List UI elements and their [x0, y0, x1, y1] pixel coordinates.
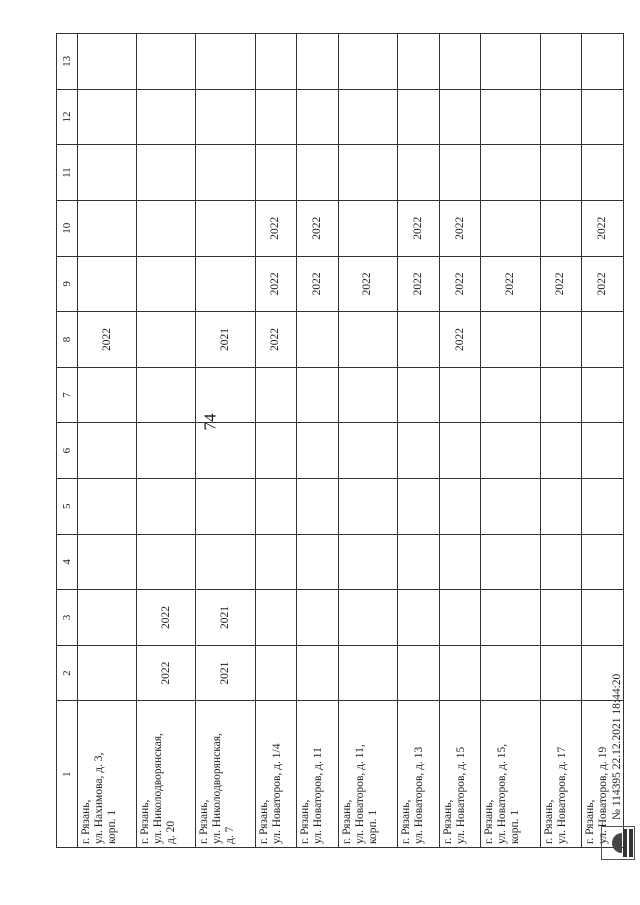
year-cell — [196, 34, 255, 90]
year-cell — [481, 200, 540, 256]
year-cell — [338, 478, 397, 534]
year-cell: 2021 — [196, 312, 255, 368]
table-row — [481, 34, 540, 848]
year-cell — [255, 145, 297, 201]
year-cell — [481, 367, 540, 423]
address-line: ул. Нахимова, д. 3, — [93, 752, 105, 844]
year-cell: 2022 — [255, 312, 297, 368]
year-cell — [582, 89, 624, 145]
footer — [597, 530, 637, 860]
year-cell — [78, 256, 137, 312]
year-cell — [398, 590, 440, 646]
year-cell — [196, 423, 255, 479]
year-cell: 2022 — [297, 200, 339, 256]
column-header: 11 — [57, 145, 78, 201]
year-cell — [439, 89, 481, 145]
year-cell — [196, 145, 255, 201]
year-cell — [78, 89, 137, 145]
year-cell — [255, 478, 297, 534]
column-header: 4 — [57, 534, 78, 590]
year-cell — [540, 645, 582, 701]
year-cell — [540, 312, 582, 368]
year-cell — [398, 89, 440, 145]
year-cell — [338, 200, 397, 256]
year-cell — [439, 423, 481, 479]
year-cell — [338, 367, 397, 423]
address-line: г. Рязань, — [584, 799, 597, 844]
year-cell — [398, 534, 440, 590]
year-cell — [196, 89, 255, 145]
year-cell — [78, 645, 137, 701]
column-header: 8 — [57, 312, 78, 368]
schedule-table — [56, 33, 624, 848]
year-cell: 2022 — [398, 256, 440, 312]
year-cell — [297, 478, 339, 534]
column-header: 1 — [57, 701, 78, 848]
year-cell: 2022 — [338, 256, 397, 312]
year-cell — [255, 534, 297, 590]
year-cell — [540, 590, 582, 646]
year-cell: 2022 — [297, 256, 339, 312]
address-line: ул. Новаторов, д. 19 — [597, 746, 610, 844]
table-row — [338, 34, 397, 848]
column-header: 7 — [57, 367, 78, 423]
year-cell — [78, 478, 137, 534]
year-cell: 2022 — [78, 312, 137, 368]
column-header: 10 — [57, 200, 78, 256]
year-cell — [582, 34, 624, 90]
address-line: ул. Николодворянская, — [152, 733, 165, 844]
year-cell — [196, 367, 255, 423]
year-cell: 2022 — [439, 256, 481, 312]
year-cell — [78, 423, 137, 479]
year-cell — [398, 645, 440, 701]
table-row — [255, 34, 297, 848]
address-cell — [540, 701, 582, 848]
address-line: г. Рязань, — [441, 799, 454, 844]
table-row — [137, 34, 196, 848]
address-line: ул. Новаторов, д. 15 — [454, 746, 467, 844]
year-cell — [540, 200, 582, 256]
address-line: корп. 1 — [366, 809, 379, 844]
year-cell — [137, 200, 196, 256]
year-cell — [338, 145, 397, 201]
year-cell — [398, 145, 440, 201]
address-line: ул. Николодворянская, — [211, 733, 224, 844]
year-cell — [196, 200, 255, 256]
year-cell — [439, 367, 481, 423]
address-line: корп. 1 — [106, 809, 118, 844]
year-cell: 2022 — [255, 200, 297, 256]
year-cell — [582, 423, 624, 479]
address-line: г. Рязань, — [400, 799, 413, 844]
year-cell — [338, 312, 397, 368]
year-cell — [481, 534, 540, 590]
year-cell — [78, 145, 137, 201]
table-row — [398, 34, 440, 848]
table-header — [57, 34, 78, 848]
year-cell — [255, 89, 297, 145]
address-cell — [255, 701, 297, 848]
address-line: г. Рязань, — [198, 799, 211, 844]
address-line: ул. Новаторов, д. 15, — [496, 743, 509, 844]
year-cell — [338, 645, 397, 701]
address-line: г. Рязань, — [80, 799, 92, 844]
year-cell — [196, 256, 255, 312]
year-cell — [78, 367, 137, 423]
year-cell — [398, 312, 440, 368]
table-row — [540, 34, 582, 848]
address-line: корп. 1 — [509, 809, 522, 844]
column-header: 5 — [57, 478, 78, 534]
year-cell: 2022 — [137, 645, 196, 701]
address-line: г. Рязань, — [483, 799, 496, 844]
year-cell — [540, 89, 582, 145]
year-cell — [439, 645, 481, 701]
address-line: д. 7 — [224, 826, 237, 844]
year-cell — [582, 312, 624, 368]
year-cell — [137, 256, 196, 312]
year-cell — [582, 367, 624, 423]
address-cell — [398, 701, 440, 848]
column-header: 2 — [57, 645, 78, 701]
table-row — [196, 34, 255, 848]
year-cell — [78, 590, 137, 646]
year-cell — [297, 590, 339, 646]
address-cell — [439, 701, 481, 848]
year-cell — [540, 534, 582, 590]
year-cell — [255, 645, 297, 701]
address-line: ул. Новаторов, д. 11, — [353, 744, 366, 844]
address-line: г. Рязань, — [340, 799, 353, 844]
address-cell — [338, 701, 397, 848]
address-cell — [481, 701, 540, 848]
address-cell — [297, 701, 339, 848]
year-cell: 2022 — [582, 256, 624, 312]
year-cell — [439, 478, 481, 534]
year-cell — [540, 423, 582, 479]
year-cell — [439, 34, 481, 90]
year-cell — [398, 34, 440, 90]
year-cell — [297, 423, 339, 479]
year-cell — [297, 89, 339, 145]
table-body — [78, 34, 624, 848]
year-cell — [582, 145, 624, 201]
year-cell — [540, 34, 582, 90]
page-number: 74 — [200, 413, 220, 431]
address-cell — [196, 701, 255, 848]
year-cell — [297, 367, 339, 423]
address-line: ул. Новаторов, д. 13 — [413, 746, 426, 844]
year-cell — [398, 478, 440, 534]
column-header: 13 — [57, 34, 78, 90]
year-cell — [297, 534, 339, 590]
address-cell — [137, 701, 196, 848]
year-cell — [196, 534, 255, 590]
column-header: 12 — [57, 89, 78, 145]
address-cell — [78, 701, 137, 848]
year-cell: 2021 — [196, 590, 255, 646]
year-cell — [255, 34, 297, 90]
year-cell — [338, 534, 397, 590]
year-cell — [78, 200, 137, 256]
year-cell — [338, 34, 397, 90]
year-cell — [540, 367, 582, 423]
year-cell — [439, 145, 481, 201]
column-header: 6 — [57, 423, 78, 479]
year-cell — [481, 34, 540, 90]
year-cell — [481, 645, 540, 701]
year-cell — [255, 367, 297, 423]
year-cell: 2022 — [398, 200, 440, 256]
year-cell: 2022 — [137, 590, 196, 646]
address-line: г. Рязань, — [257, 799, 270, 844]
table-row — [439, 34, 481, 848]
year-cell — [481, 89, 540, 145]
address-line: г. Рязань, — [542, 799, 555, 844]
column-header: 3 — [57, 590, 78, 646]
year-cell: 2022 — [540, 256, 582, 312]
year-cell — [338, 590, 397, 646]
year-cell — [338, 423, 397, 479]
year-cell — [255, 590, 297, 646]
address-line: д. 20 — [165, 820, 178, 844]
year-cell: 2021 — [196, 645, 255, 701]
year-cell — [137, 312, 196, 368]
year-cell — [137, 34, 196, 90]
year-cell — [78, 534, 137, 590]
column-header: 9 — [57, 256, 78, 312]
year-cell — [398, 423, 440, 479]
address-line: ул. Новаторов, д. 1/4 — [270, 743, 283, 844]
year-cell — [481, 478, 540, 534]
year-cell — [137, 423, 196, 479]
year-cell — [582, 478, 624, 534]
table-row — [297, 34, 339, 848]
year-cell — [481, 145, 540, 201]
year-cell: 2022 — [255, 256, 297, 312]
year-cell — [297, 34, 339, 90]
rotated-table-wrapper — [56, 33, 624, 848]
year-cell — [137, 478, 196, 534]
year-cell — [137, 145, 196, 201]
registry-stamp-icon — [601, 826, 635, 860]
address-line: г. Рязань, — [139, 799, 152, 844]
year-cell — [481, 423, 540, 479]
year-cell: 2022 — [439, 200, 481, 256]
year-cell — [481, 590, 540, 646]
registration-number: № 114395 22.12.2021 18:44:20 — [611, 673, 623, 820]
year-cell — [540, 478, 582, 534]
year-cell: 2022 — [582, 200, 624, 256]
year-cell — [297, 645, 339, 701]
address-line: ул. Новаторов, д. 11 — [312, 747, 325, 844]
year-cell — [398, 367, 440, 423]
year-cell — [255, 423, 297, 479]
year-cell — [137, 367, 196, 423]
year-cell — [297, 145, 339, 201]
year-cell: 2022 — [439, 312, 481, 368]
address-line: г. Рязань, — [299, 799, 312, 844]
year-cell — [78, 34, 137, 90]
year-cell — [540, 145, 582, 201]
address-line: ул. Новаторов, д. 17 — [555, 746, 568, 844]
year-cell: 2022 — [481, 256, 540, 312]
year-cell — [137, 534, 196, 590]
table-row — [78, 34, 137, 848]
year-cell — [481, 312, 540, 368]
year-cell — [137, 89, 196, 145]
year-cell — [297, 312, 339, 368]
year-cell — [439, 590, 481, 646]
year-cell — [338, 89, 397, 145]
year-cell — [196, 478, 255, 534]
year-cell — [439, 534, 481, 590]
